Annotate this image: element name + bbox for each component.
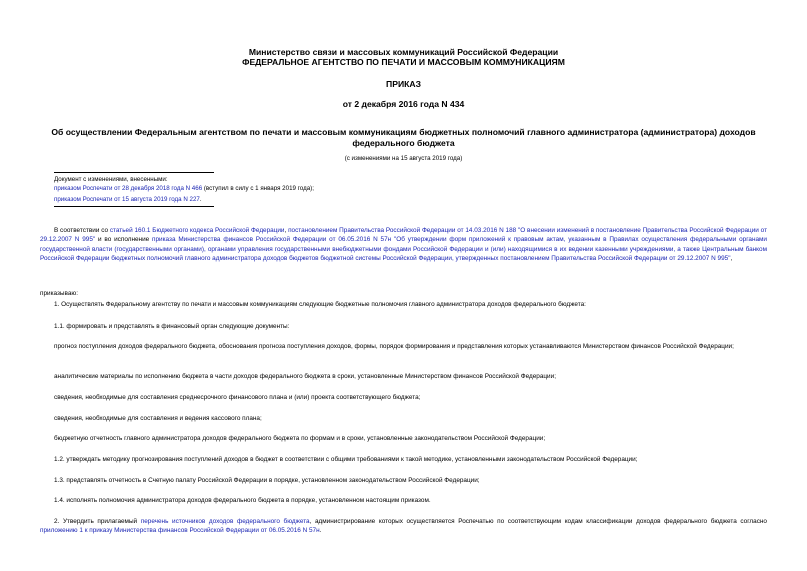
preamble-text: В соответствии со	[54, 227, 110, 234]
item-2-text: 2. Утвердить прилагаемый	[54, 518, 141, 525]
ministry-name: Министерство связи и массовых коммуникаций Российской Федерации	[248, 47, 559, 57]
revenue-sources-list-link[interactable]: перечень источников доходов федерального бюджета	[140, 518, 310, 525]
change-link-1[interactable]: приказом Роспечати от 28 декабря 2018 года N 466	[54, 185, 203, 192]
change-link-2[interactable]: приказом Роспечати от 15 августа 2019 года N 227	[54, 196, 200, 203]
document-title: Об осуществлении Федеральным агентством по печати и массовым коммуникациям бюджетных полномочий главного администратора (администратора) доходов федерального бюджета	[51, 127, 756, 148]
changes-label: Документ с изменениями, внесенными:	[54, 176, 168, 183]
changes-bottom-rule	[54, 206, 214, 207]
item-2	[40, 517, 767, 536]
order-word: приказываю:	[40, 290, 78, 297]
preamble-text: ,	[284, 227, 289, 234]
amendment-note: (с изменениями на 15 августа 2019 года)	[344, 155, 463, 162]
change-rest-1: (вступил в силу с 1 января 2019 года);	[202, 185, 314, 192]
item-1-1-info-plan: сведения, необходимые для составления среднесрочного финансового плана и (или) проекта соответствующего бюджета;	[54, 394, 421, 401]
appendix-1-link[interactable]: приложению 1 к приказу Министерства финансов Российской Федерации от 06.05.2016 N 57н	[40, 527, 320, 535]
preamble-text: ,	[730, 254, 733, 262]
budget-code-link[interactable]: статьей 160.1 Бюджетного кодекса Российской Федерации	[109, 227, 285, 234]
item-2-text: .	[319, 527, 322, 535]
item-1-1-info-cash: сведения, необходимые для составления и ведения кассового плана;	[54, 415, 262, 422]
preamble-paragraph	[40, 226, 767, 263]
changes-top-rule	[54, 172, 214, 173]
item-1-2: 1.2. утверждать методику прогнозирования поступлений доходов в бюджет в соответствии с общими требованиями к такой методике, установленными законодательством Российской Федерации;	[54, 456, 638, 463]
item-1: 1. Осуществлять Федеральному агентству по печати и массовым коммуникациям следующие бюджетные полномочия главного администратора доходов федерального бюджета:	[54, 301, 586, 308]
item-1-4: 1.4. исполнять полномочия администратора доходов федерального бюджета в порядке, установленном настоящим приказом.	[54, 497, 431, 504]
item-1-1-reporting: бюджетную отчетность главного администратора доходов федерального бюджета по формам и в сроки, установленные законодательством Российской Федерации;	[54, 435, 546, 442]
change-rest-2: .	[199, 196, 202, 203]
item-2-text: , администрирование которых осуществляется Роспечатью по соответствующим кодам классификации доходов федерального бюджета согласно	[309, 518, 767, 525]
agency-name: ФЕДЕРАЛЬНОЕ АГЕНТСТВО ПО ПЕЧАТИ И МАССОВЫМ КОММУНИКАЦИЯМ	[242, 57, 565, 67]
change-item	[54, 184, 314, 193]
item-1-1-forecast: прогноз поступления доходов федерального бюджета, обоснования прогноза поступления доходов, формы, порядок формирования и представления которых устанавливаются Министерством финансов Российской Федерации;	[54, 343, 734, 350]
government-resolution-link[interactable]: постановлением Правительства Российской Федерации от 14.03.2016 N 188 "О внесении изменений в постановление Правительства Российской Федерации от 29.12.2007 N 995"	[40, 227, 767, 244]
item-1-1-analytics: аналитические материалы по исполнению бюджета в части доходов федерального бюджета в сроки, установленные Министерством финансов Российской Федерации;	[54, 373, 556, 380]
preamble-text: и во исполнение	[95, 236, 153, 244]
item-1-3: 1.3. представлять отчетность в Счетную палату Российской Федерации в порядке, установленном законодательством Российской Федерации;	[54, 477, 480, 484]
doc-type: ПРИКАЗ	[386, 79, 421, 89]
minfin-order-link[interactable]: приказа Министерства финансов Российской Федерации от 06.05.2016 N 57н "Об утверждении форм приложений к правовым актам, указанным в Правилах осуществления федеральными органами государственной власти (государственными органами), органами управления государственными внебюджетными фондами Российской Федерации и (или) находящимися в их ведении казенными учреждениями, а также Центральным банком Российской Федерации бюджетных полномочий главного администратора доходов бюджетов бюджетной системы Российской Федерации, утвержденных постановлением Правительства Российской Федерации от 29.12.2007 N 995"	[40, 236, 767, 262]
change-item	[54, 195, 202, 204]
item-1-1: 1.1. формировать и представлять в финансовый орган следующие документы:	[54, 323, 290, 330]
doc-date: от 2 декабря 2016 года N 434	[342, 99, 465, 109]
